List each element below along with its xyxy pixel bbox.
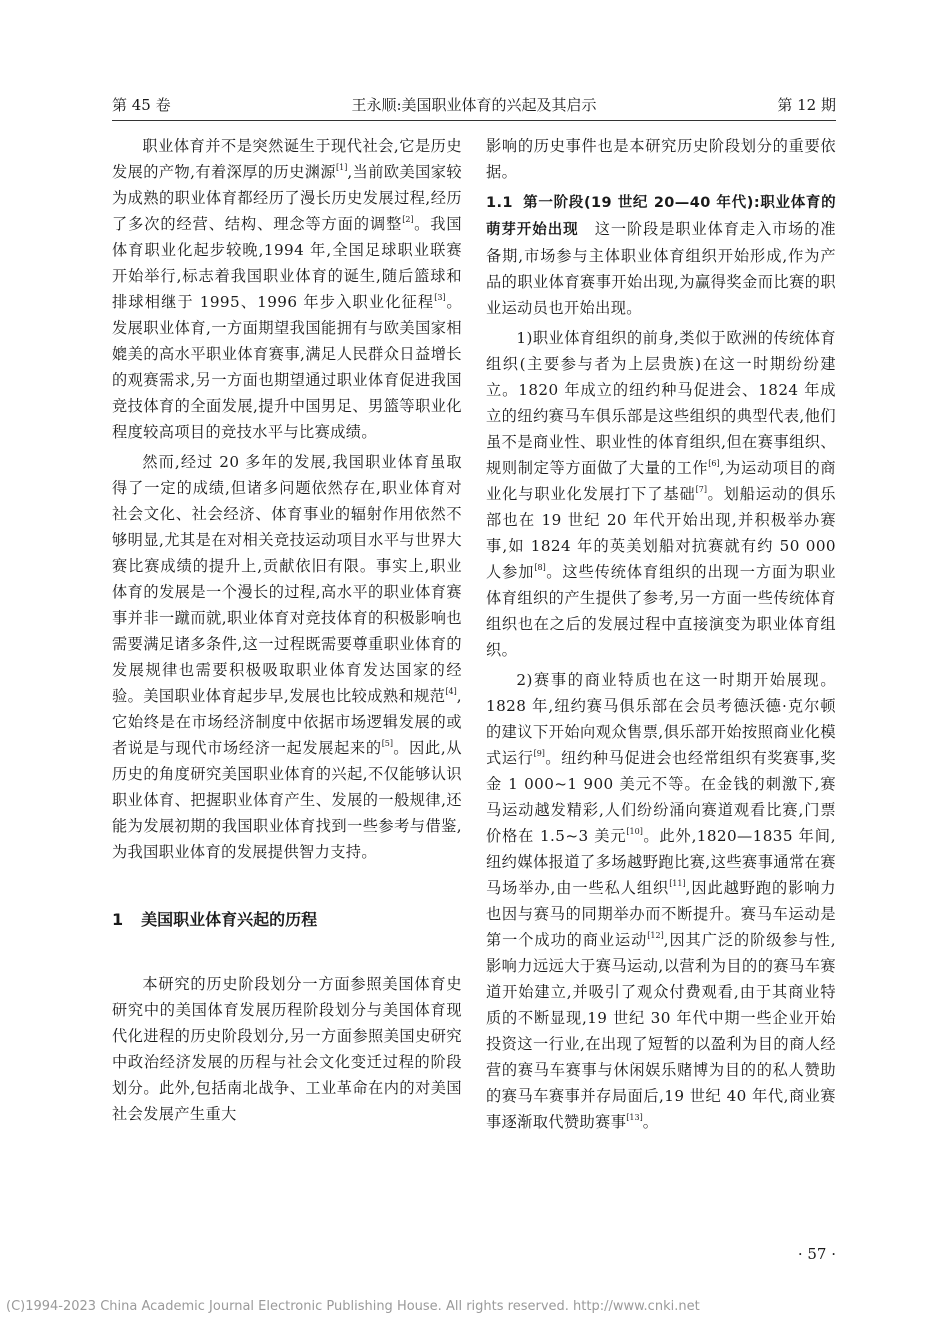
citation: [3] [434, 293, 446, 302]
citation: [6] [708, 459, 720, 468]
citation: [1] [336, 163, 348, 172]
paragraph: 影响的历史事件也是本研究历史阶段划分的重要依据。 [486, 137, 836, 181]
section-number: 1 [112, 910, 124, 929]
citation: [2] [402, 215, 414, 224]
section-title: 美国职业体育兴起的历程 [141, 910, 318, 929]
citation: [10] [626, 827, 643, 836]
running-head [112, 92, 836, 118]
left-column [112, 133, 462, 1127]
paragraph: 职业体育并不是突然诞生于现代社会,它是历史发展的产物,有着深厚的历史渊源[1],当前欧美国家较为成熟的职业体育都经历了漫长历史发展过程,经历了多次的经营、结构、理念等方面的调整[2]。我国体育职业化起步较晚,1994 年,全国足球职业联赛开始举行,标志着我国职业体育的诞生,随后篮球和排球相继于 1995、1996 年步入职业化征程[3]。发展职业体育,一方面期望我国能拥有与欧美国家相媲美的高水平职业体育赛事,满足人民群众日益增长的观赛需求,另一方面也期望通过职业体育促进我国竞技体育的全面发展,提升中国男足、男篮等职业化程度较高项目的竞技水平与比赛成绩。 [112, 137, 463, 441]
citation: [11] [669, 879, 686, 888]
paragraph: 2)赛事的商业特质也在这一时期开始展现。1828 年,纽约赛马俱乐部在会员考德沃德·克尔顿的建议下开始向观众售票,俱乐部开始按照商业化模式运行[9]。纽约种马促进会也经常组织有奖赛事,奖金 1 000~1 900 美元不等。在金钱的刺激下,赛马运动越发精彩,人们纷纷涌向赛道观看比赛,门票价格在 1.5~3 美元[10]。此外,1820—1835 年间,纽约媒体报道了多场越野跑比赛,这些赛事通常在赛马场举办,由一些私人组织[11],因此越野跑的影响力也因与赛马的同期举办而不断提升。赛马车运动是第一个成功的商业运动[12],因其广泛的阶级参与性,影响力远远大于赛马运动,以营利为目的的赛马车赛道开始建立,并吸引了观众付费观看,由于其商业特质的不断显现,19 世纪 30 年代中期一些企业开始投资这一行业,在出现了短暂的以盈利为目的商人经营的赛马车赛事与休闲娱乐赌博为目的的私人赞助的赛马车赛事并存局面后,19 世纪 40 年代,商业赛事逐渐取代赞助赛事[13]。 [486, 671, 836, 1131]
citation: [8] [534, 563, 546, 572]
subsection-paragraph: 1.1 第一阶段(19 世纪 20—40 年代):职业体育的萌芽开始出现 这一阶段是职业体育走入市场的准备期,市场参与主体职业体育组织开始形成,作为产品的职业体育赛事开始出现,为赢得奖金而比赛的职业运动员也开始出现。 [486, 195, 837, 317]
paragraph: 然而,经过 20 多年的发展,我国职业体育虽取得了一定的成绩,但诸多问题依然存在,职业体育对社会文化、社会经济、体育事业的辐射作用依然不够明显,尤其是在对相关竞技运动项目水平与世界大赛比赛成绩的提升上,贡献依旧有限。事实上,职业体育的发展是一个漫长的过程,高水平的职业体育赛事并非一蹴而就,职业体育对竞技体育的积极影响也需要满足诸多条件,这一过程既需要尊重职业体育的发展规律也需要积极吸取职业体育发达国家的经验。美国职业体育起步早,发展也比较成熟和规范[4],它始终是在市场经济制度中依据市场逻辑发展的或者说是与现代市场经济一起发展起来的[5]。因此,从历史的角度研究美国职业体育的兴起,不仅能够认识职业体育、把握职业体育产生、发展的一般规律,还能为发展初期的我国职业体育找到一些参考与借鉴,为我国职业体育的发展提供智力支持。 [112, 453, 462, 861]
citation: [7] [695, 485, 707, 494]
issue-label: 第 12 期 [777, 96, 836, 114]
citation: [5] [381, 739, 394, 748]
subsection-title: 第一阶段(19 世纪 20—40 年代):职业体育的萌芽开始出现 [486, 195, 836, 238]
paragraph: 本研究的历史阶段划分一方面参照美国体育史研究中的美国体育发展历程阶段划分与美国体育现代化进程的历史阶段划分,另一方面参照美国史研究中政治经济发展的历程与社会文化变迁过程的阶段划分。此外,包括南北战争、工业革命在内的对美国社会发展产生重大 [112, 975, 462, 1123]
running-title: 王永顺:美国职业体育的兴起及其启示 [351, 96, 597, 114]
citation: [13] [626, 1113, 643, 1122]
volume-label: 第 45 卷 [112, 96, 171, 114]
section-heading [112, 907, 462, 933]
copyright-footer: (C)1994-2023 China Academic Journal Electronic Publishing House. All rights reserved. http://www.cnki.net [6, 1299, 700, 1314]
right-column [486, 133, 836, 1135]
subsection-number: 1.1 [486, 195, 513, 211]
paragraph: 1)职业体育组织的前身,类似于欧洲的传统体育组织(主要参与者为上层贵族)在这一时期纷纷建立。1820 年成立的纽约种马促进会、1824 年成立的纽约赛马车俱乐部是这些组织的典型代表,他们虽不是商业性、职业性的体育组织,但在赛事组织、规则制定等方面做了大量的工作[6],为运动项目的商业化与职业化发展打下了基础[7]。划船运动的俱乐部也在 19 世纪 20 年代开始出现,并积极举办赛事,如 1824 年的英美划船对抗赛就有约 50 000 人参加[8]。这些传统体育组织的出现一方面为职业体育组织的产生提供了参考,另一方面一些传统体育组织也在之后的发展过程中直接演变为职业体育组织。 [486, 329, 837, 659]
page-number: · 57 · [797, 1245, 836, 1263]
citation: [12] [647, 931, 664, 940]
citation: [4] [445, 687, 457, 696]
citation: [9] [533, 749, 545, 758]
header-rule [112, 120, 836, 121]
